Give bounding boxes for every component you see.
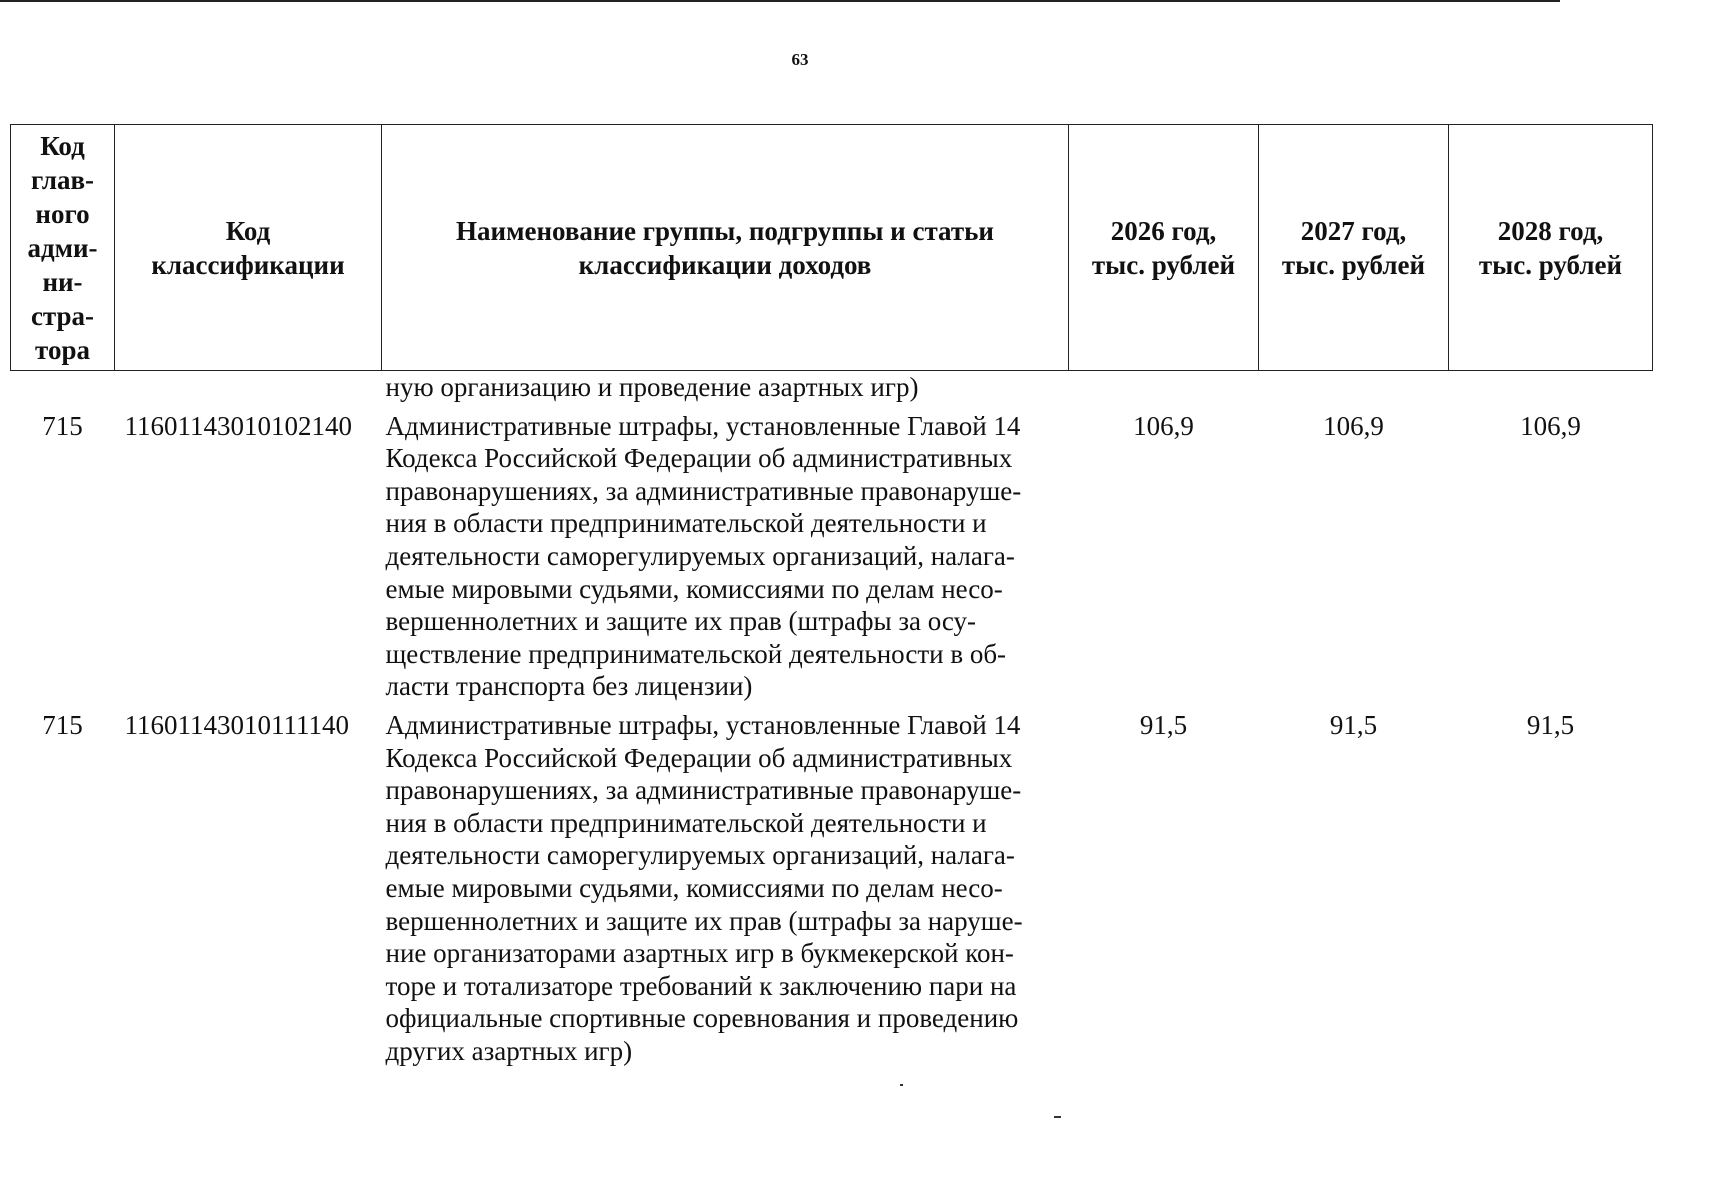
value-2026-cell: 91,5	[1139, 709, 1188, 740]
admin-code-cell: 715	[42, 410, 83, 441]
scan-speck	[1054, 1116, 1061, 1118]
table-row	[11, 703, 1653, 1068]
table-header	[11, 125, 1653, 371]
header-2026: 2026 год, тыс. рублей	[1069, 125, 1259, 371]
header-admin-code: Код глав- ного адми- ни- стра- тора	[11, 125, 115, 371]
value-2028-cell: 91,5	[1526, 709, 1575, 740]
classification-code-cell: 11601143010102140	[124, 410, 352, 441]
revenue-table	[10, 124, 1653, 1067]
admin-code-cell: 715	[42, 709, 83, 740]
continuation-text: ную организацию и проведение азартных игр)	[385, 372, 919, 402]
table-row-continuation	[11, 371, 1653, 404]
value-2027-cell: 106,9	[1323, 410, 1384, 441]
header-2028: 2028 год, тыс. рублей	[1449, 125, 1653, 371]
classification-code-cell: 11601143010111140	[124, 709, 349, 740]
table-row	[11, 404, 1653, 703]
page-number: 63	[791, 50, 809, 69]
value-2028-cell: 106,9	[1520, 410, 1581, 441]
header-name: Наименование группы, подгруппы и статьи классификации доходов	[382, 125, 1069, 371]
header-classification-code: Код классификации	[115, 125, 382, 371]
scan-speck	[900, 1084, 903, 1086]
value-2027-cell: 91,5	[1329, 709, 1378, 740]
value-2026-cell: 106,9	[1133, 410, 1194, 441]
revenue-name-cell: Административные штрафы, установленные Главой 14 Кодекса Российской Федерации об административных правонарушениях, за административные правонаруше- ния в области предпринимательской деятельности и деятельности саморегулируемых организаций, налага- емые мировыми судьями, комиссиями по делам несо- вершеннолетних и защите их прав (штрафы за осу- ществление предпринимательской деятельности в об- ласти транспорта без лицензии)	[385, 410, 1022, 702]
revenue-name-cell: Административные штрафы, установленные Главой 14 Кодекса Российской Федерации об административных правонарушениях, за административные правонаруше- ния в области предпринимательской деятельности и деятельности саморегулируемых организаций, налага- емые мировыми судьями, комиссиями по делам несо- вершеннолетних и защите их прав (штрафы за наруше- ние организаторами азартных игр в букмекерской кон- торе и тотализаторе требований к заключению пари на официальные спортивные соревнования и проведению других азартных игр)	[385, 709, 1023, 1066]
header-2027: 2027 год, тыс. рублей	[1259, 125, 1449, 371]
top-rule	[0, 0, 1560, 2]
